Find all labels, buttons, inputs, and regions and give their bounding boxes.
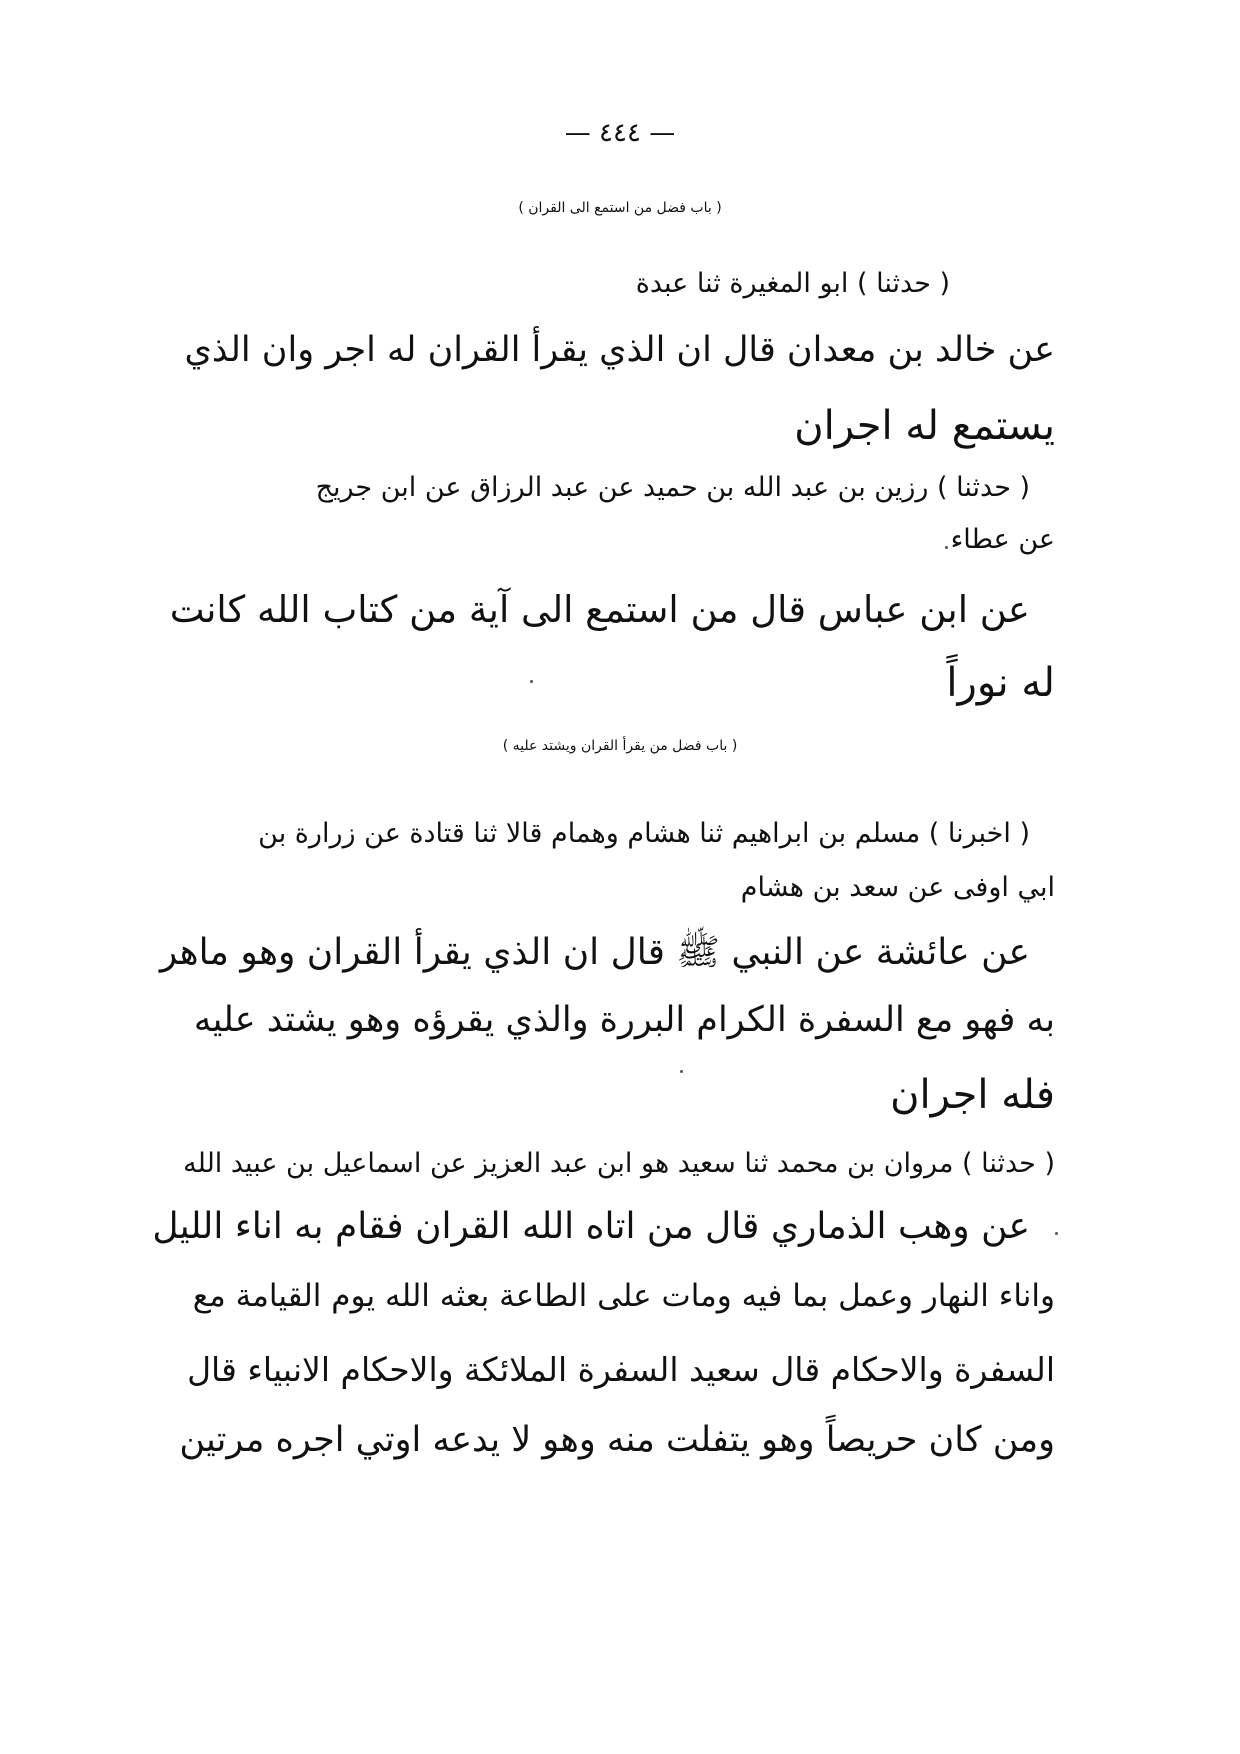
scan-speck bbox=[530, 680, 533, 683]
scan-speck bbox=[1055, 1232, 1058, 1235]
hadith-line: له نوراً bbox=[946, 660, 1055, 706]
scan-speck bbox=[945, 546, 948, 549]
hadith-line: واناء النهار وعمل بما فيه ومات على الطاعة بعثه الله يوم القيامة مع bbox=[192, 1278, 1055, 1314]
section-heading: ( باب فضل من استمع الى القران ) bbox=[518, 200, 722, 216]
hadith-line: السفرة والاحكام قال سعيد السفرة الملائكة والاحكام الانبياء قال bbox=[187, 1350, 1055, 1389]
hadith-line: ومن كان حريصاً وهو يتفلت منه وهو لا يدعه اوتي اجره مرتين bbox=[179, 1420, 1055, 1460]
section-heading: ( باب فضل من يقرأ القران ويشتد عليه ) bbox=[502, 738, 738, 754]
hadith-line: عن ابن عباس قال من استمع الى آية من كتاب الله كانت bbox=[169, 588, 1030, 631]
isnad-line: ابي اوفى عن سعد بن هشام bbox=[740, 872, 1055, 903]
isnad-line: عن عطاء bbox=[950, 524, 1055, 555]
hadith-line: عن خالد بن معدان قال ان الذي يقرأ القران له اجر وان الذي bbox=[184, 330, 1055, 370]
page-number: — ٤٤٤ — bbox=[564, 118, 676, 148]
hadith-line: يستمع له اجران bbox=[794, 403, 1055, 449]
isnad-line: ( اخبرنا ) مسلم بن ابراهيم ثنا هشام وهمام قالا ثنا قتادة عن زرارة بن bbox=[258, 818, 1030, 849]
scan-speck bbox=[680, 1070, 683, 1073]
isnad-line: ( حدثنا ) رزين بن عبد الله بن حميد عن عبد الرزاق عن ابن جريج bbox=[315, 472, 1030, 503]
hadith-line: فله اجران bbox=[890, 1072, 1055, 1118]
hadith-line: عن وهب الذماري قال من اتاه الله القران فقام به اناء الليل bbox=[152, 1206, 1030, 1247]
isnad-line: ( حدثنا ) ابو المغيرة ثنا عبدة bbox=[635, 268, 950, 299]
isnad-line: ( حدثنا ) مروان بن محمد ثنا سعيد هو ابن عبد العزيز عن اسماعيل بن عبيد الله bbox=[183, 1148, 1055, 1179]
hadith-line: عن عائشة عن النبي ﷺ قال ان الذي يقرأ القران وهو ماهر bbox=[159, 932, 1030, 973]
hadith-line: به فهو مع السفرة الكرام البررة والذي يقرؤه وهو يشتد عليه bbox=[193, 1000, 1055, 1040]
